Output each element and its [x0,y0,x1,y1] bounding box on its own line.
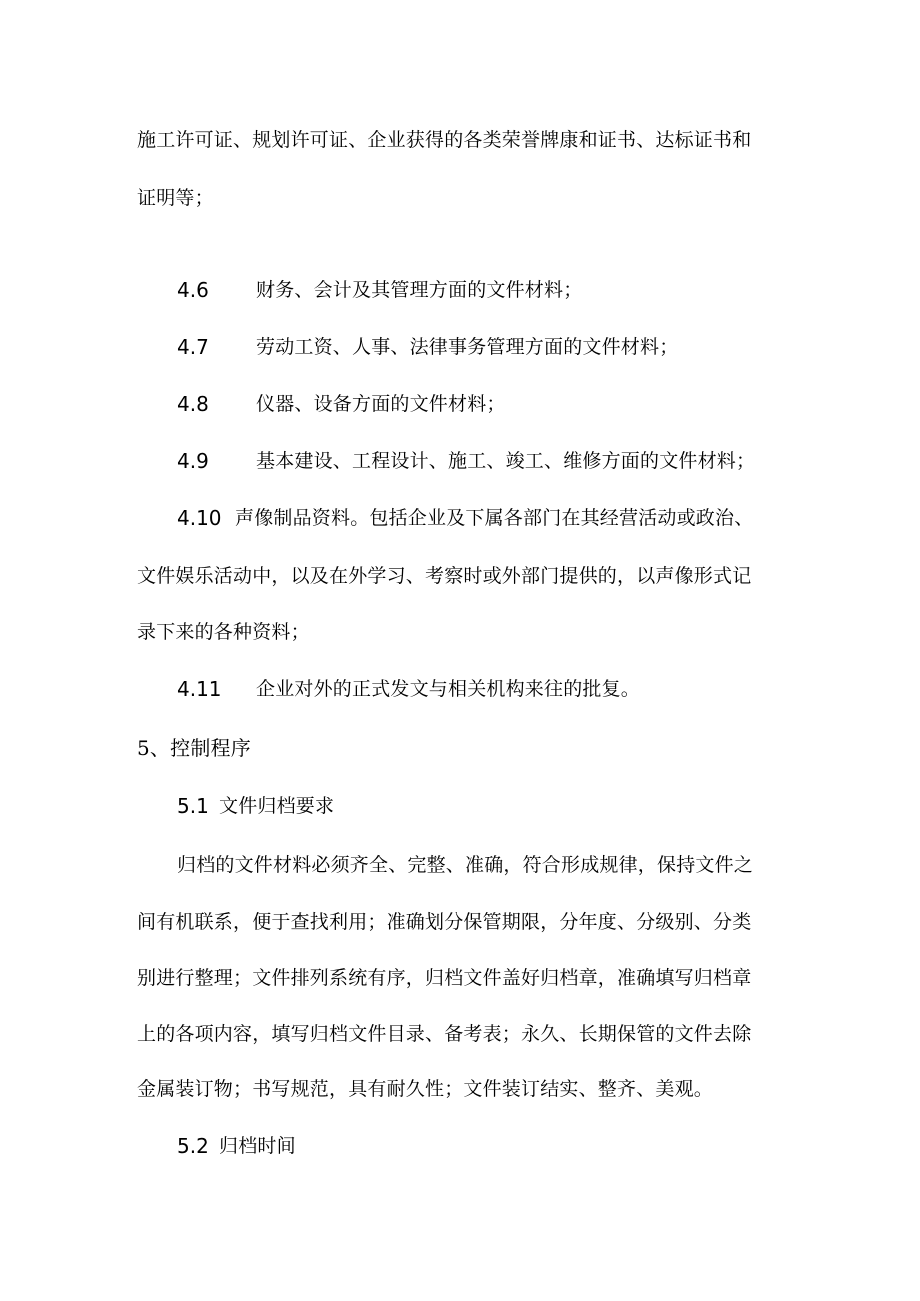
intro-line-1: 施工许可证、规划许可证、企业获得的各类荣誉牌康和证书、达标证书和 [137,129,752,151]
item-text: 仪器、设备方面的文件材料； [256,393,506,415]
item-number: 4.8 [177,392,209,416]
paragraph-line: 金属装订物；书写规范，具有耐久性；文件装订结实、整齐、美观。 [137,1078,714,1100]
item-number: 4.11 [177,677,222,701]
item-4-10-line-3: 录下来的各种资料； [137,621,310,643]
item-text: 劳动工资、人事、法律事务管理方面的文件材料； [256,336,679,358]
subsection-title: 归档时间 [219,1135,296,1157]
item-number: 4.10 [177,506,222,530]
item-4-10-line-1: 声像制品资料。包括企业及下属各部门在其经营活动或政治、 [235,507,754,529]
subsection-number: 5.1 [177,794,209,818]
intro-line-2: 证明等； [137,187,214,209]
paragraph-line: 别进行整理；文件排列系统有序，归档文件盖好归档章，准确填写归档章 [137,967,752,989]
item-number: 4.6 [177,278,209,302]
paragraph-line: 上的各项内容，填写归档文件目录、备考表；永久、长期保管的文件去除 [137,1023,752,1045]
item-number: 4.9 [177,449,209,473]
subsection-number: 5.2 [177,1134,209,1158]
item-text: 企业对外的正式发文与相关机构来往的批复。 [256,678,641,700]
item-text: 财务、会计及其管理方面的文件材料； [256,279,583,301]
subsection-title: 文件归档要求 [219,795,335,817]
item-4-10-line-2: 文件娱乐活动中，以及在外学习、考察时或外部门提供的，以声像形式记 [137,565,752,587]
paragraph-line: 归档的文件材料必须齐全、完整、准确，符合形成规律，保持文件之 [177,854,754,876]
section-heading: 5、控制程序 [137,736,251,760]
item-number: 4.7 [177,335,209,359]
paragraph-line: 间有机联系，便于查找利用；准确划分保管期限，分年度、分级别、分类 [137,911,752,933]
item-text: 基本建设、工程设计、施工、竣工、维修方面的文件材料； [256,450,756,472]
